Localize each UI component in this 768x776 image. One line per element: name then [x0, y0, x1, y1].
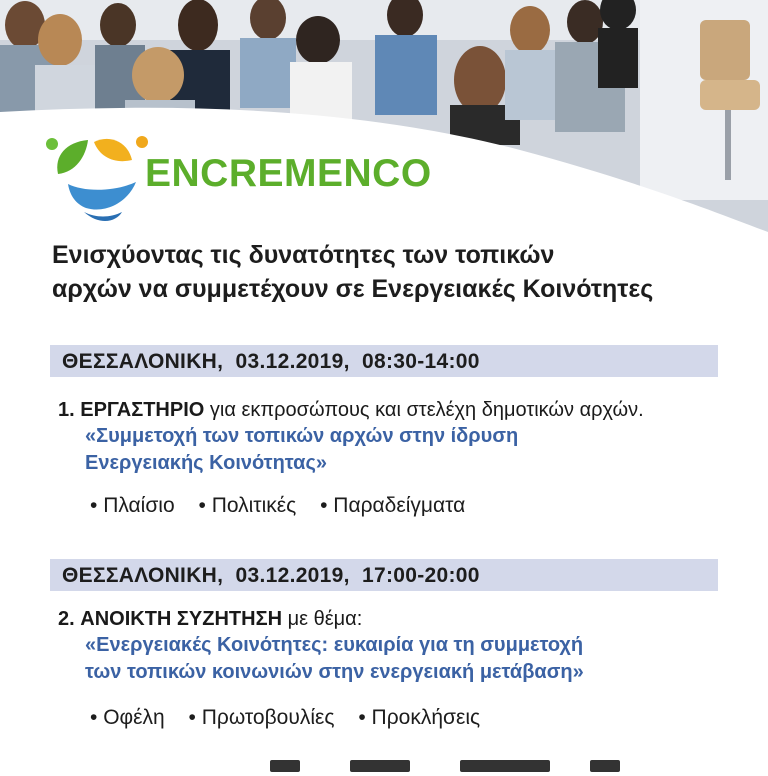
event-2-quote-line-1: «Ενεργειακές Κοινότητες: ευκαιρία για τη συμμετοχή [85, 634, 584, 656]
event-2-bullets [90, 706, 498, 730]
event-2-date-text: ΘΕΣΣΑΛΟΝΙΚΗ, 03.12.2019, 17:00-20:00 [62, 564, 480, 587]
event-1-type-desc: για εκπροσώπους και στελέχη δημοτικών αρχών. [209, 399, 644, 421]
bullet-item: • Πλαίσιο [90, 494, 175, 517]
event-2-date-bar [50, 559, 718, 591]
bullet-item: • Παραδείγματα [320, 494, 465, 517]
event-2-type-desc: με θέμα: [287, 608, 363, 630]
bullet-item: • Προκλήσεις [358, 706, 480, 729]
event-1-date-text: ΘΕΣΣΑΛΟΝΙΚΗ, 03.12.2019, 08:30-14:00 [62, 350, 480, 373]
event-1-bullets [90, 494, 483, 518]
cropped-bottom-text [230, 756, 650, 776]
headline [52, 238, 752, 306]
event-1 [58, 397, 738, 477]
headline-line-1: Ενισχύοντας τις δυνατότητες των τοπικών [52, 241, 555, 269]
event-1-date-bar [50, 345, 718, 377]
headline-line-2: αρχών να συμμετέχουν σε Ενεργειακές Κοινότητες [52, 275, 654, 303]
bullet-item: • Οφέλη [90, 706, 165, 729]
bullet-item: • Πολιτικές [199, 494, 297, 517]
event-2 [58, 606, 738, 686]
bullet-item: • Πρωτοβουλίες [189, 706, 335, 729]
event-2-number: 2. [58, 608, 75, 630]
event-2-quote-line-2: των τοπικών κοινωνιών στην ενεργειακή μετάβαση» [85, 661, 584, 683]
event-1-quote-line-1: «Συμμετοχή των τοπικών αρχών στην ίδρυση [85, 425, 519, 447]
event-2-type: ΑΝΟΙΚΤΗ ΣΥΖΗΤΗΣΗ [80, 608, 283, 630]
encremenco-logo [44, 126, 154, 226]
event-1-quote-line-2: Ενεργειακής Κοινότητας» [85, 452, 327, 474]
brand-name: ENCREMENCO [145, 152, 432, 195]
event-1-type: ΕΡΓΑΣΤΗΡΙΟ [80, 399, 205, 421]
event-1-number: 1. [58, 399, 75, 421]
